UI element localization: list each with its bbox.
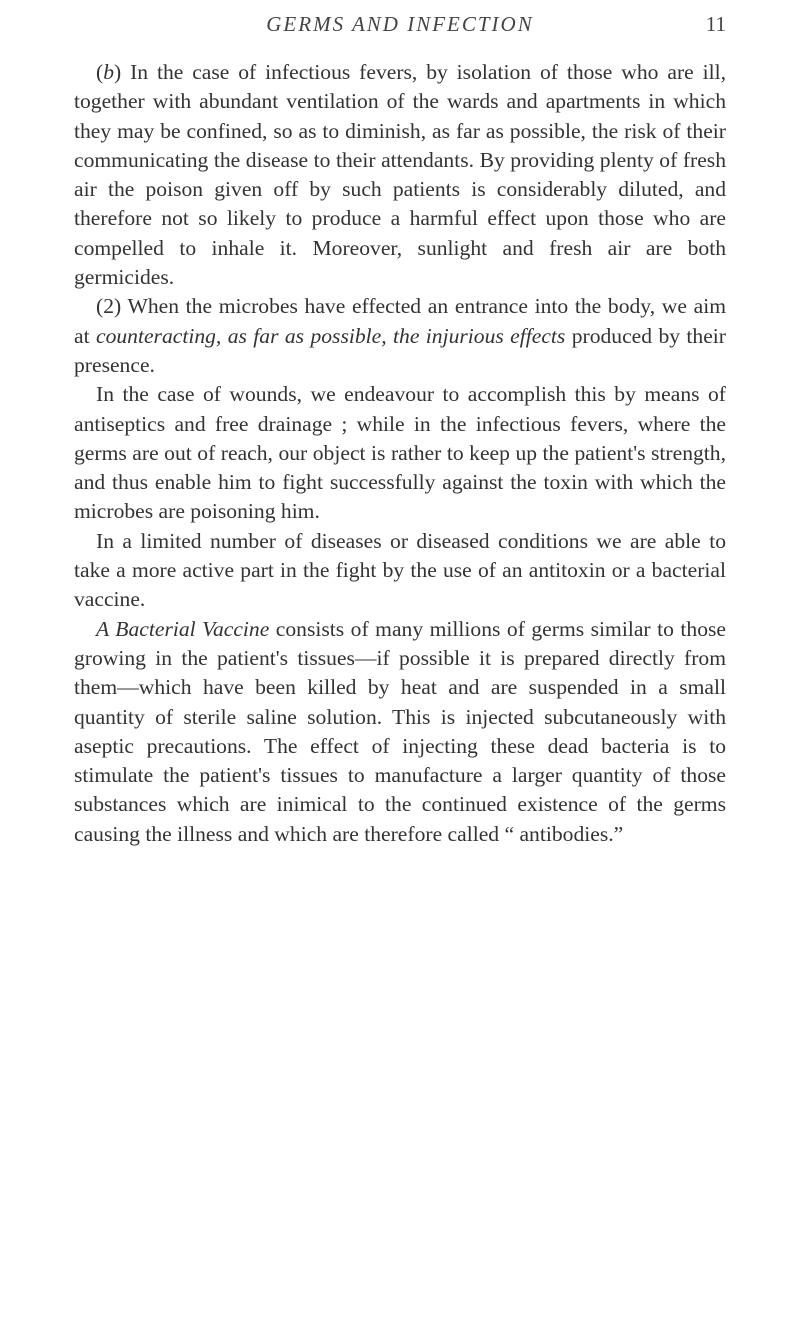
- paragraph-counteracting: [74, 292, 726, 380]
- text-segment-italic: A Bacterial Vaccine: [96, 616, 270, 641]
- paragraph-wounds: [74, 380, 726, 526]
- running-head: [74, 0, 726, 46]
- text-segment-italic: b: [103, 60, 114, 84]
- text-segment: In a limited number of diseases or diseased conditions we are able to take a more active part in the fight by the use of an antitoxin or a bacterial vaccine.: [74, 528, 726, 612]
- text-segment: consists of many millions of germs similar to those growing in the patient's tissues—if possible it is prepared directly from them—which have been killed by heat and are suspended in a small quantity of sterile saline solution. This is injected subcutaneously with aseptic precautions. The effect of injecting these dead bacteria is to stimulate the patient's tissues to manufacture a larger quantity of those substances which are inimical to the continued existence of the germs causing the illness and which are therefore called “ antibodies.”: [74, 616, 726, 846]
- running-title: GERMS AND INFECTION: [266, 12, 534, 36]
- text-segment-italic: counteracting, as far as possible, the injurious effects: [95, 323, 566, 348]
- paragraph-isolation: [74, 58, 726, 292]
- paragraph-bacterial-vaccine: [74, 615, 726, 849]
- book-page: [74, 0, 726, 849]
- text-segment: (2) When the microbes have effected an entrance into the body, we aim at: [74, 294, 726, 348]
- text-segment: ) In the case of infectious fevers, by isolation of those who are ill, together with abundant ventilation of the wards and apartments in which they may be confined, so as to diminish, as far as possible, the risk of their communicating the disease to their attendants. By providing plenty of fresh air the poison given off by such patients is considerably diluted, and therefore not so likely to produce a harmful effect upon those who are compelled to inhale it. Moreover, sunlight and fresh air are both germicides.: [74, 60, 726, 290]
- text-segment: (: [96, 60, 104, 84]
- paragraph-antitoxin: [74, 527, 726, 615]
- text-segment: produced by their presence.: [74, 323, 726, 377]
- page-number: 11: [705, 12, 726, 36]
- text-segment: In the case of wounds, we endeavour to accomplish this by means of antiseptics and free drainage ; while in the infectious fevers, where the germs are out of reach, our object is rather to keep up the patient's strength, and thus enable him to fight successfully against the toxin with which the microbes are poisoning him.: [74, 382, 726, 524]
- body-text: [74, 58, 726, 849]
